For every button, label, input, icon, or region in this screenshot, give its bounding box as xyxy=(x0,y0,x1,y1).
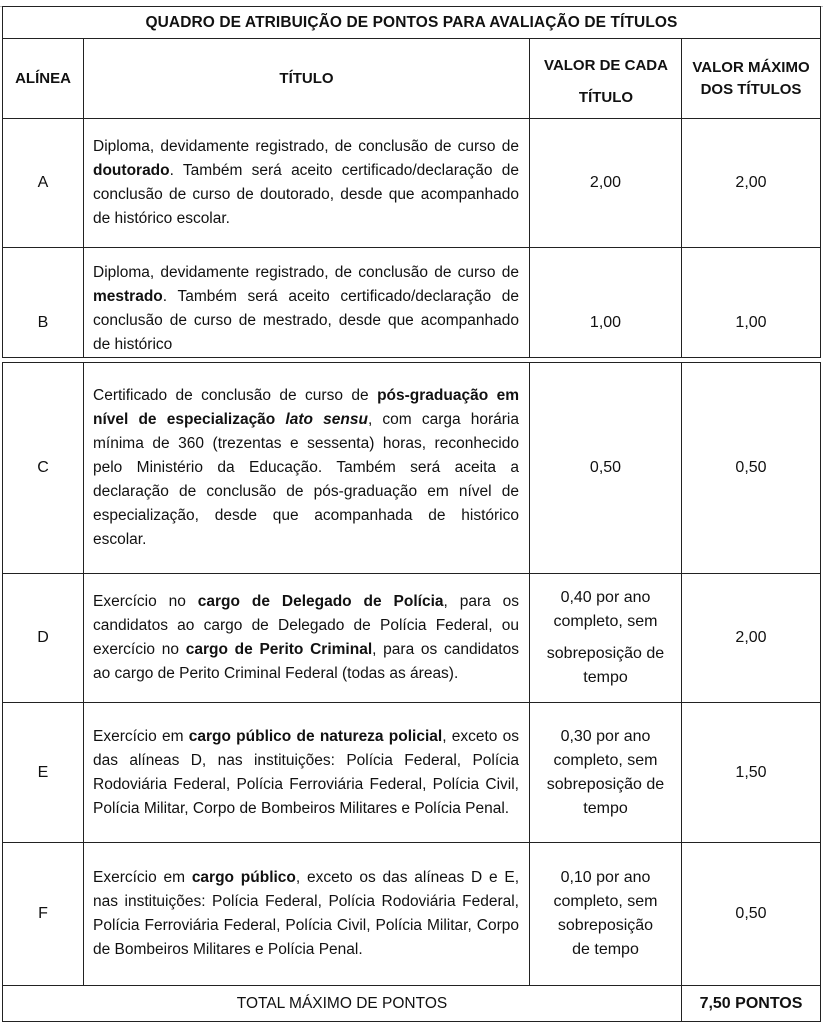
rule-right-lower xyxy=(820,362,821,1022)
row-b-valor-cada: 1,00 xyxy=(589,314,622,331)
row-d-valor-cada xyxy=(530,574,681,702)
row-f-valor-line: sobreposição xyxy=(557,917,654,934)
total-value: 7,50 PONTOS xyxy=(699,994,803,1012)
row-a-letter: A xyxy=(37,174,49,191)
row-e-description: Exercício em cargo público de natureza policial, exceto os das alíneas D, nas instituições: Polícia Federal, Polícia Rodoviária Federal, Polícia Ferroviária Federal, Polícia Civil, Polícia Militar, Corpo de Bombeiros Militares e Polícia Penal. xyxy=(93,727,519,817)
row-f-valor-maximo: 0,50 xyxy=(735,905,767,922)
row-a-description: Diploma, devidamente registrado, de conclusão de curso de doutorado. Também será aceito certificado/declaração de conclusão de curso de doutorado, desde que acompanhado de histórico escolar. xyxy=(93,138,519,227)
points-table xyxy=(2,0,821,1022)
row-c-letter: C xyxy=(37,459,49,476)
row-a-valor-maximo: 2,00 xyxy=(735,174,767,191)
row-e-valor-line: sobreposição de xyxy=(546,775,665,793)
row-c-valor-maximo: 0,50 xyxy=(735,459,767,476)
rule-right-upper xyxy=(820,6,821,358)
row-e-valor-line: completo, sem xyxy=(553,751,658,769)
header-valor-maximo: VALOR MÁXIMO DOS TÍTULOS xyxy=(692,58,810,98)
header-alinea: ALÍNEA xyxy=(15,69,71,87)
row-b-valor-maximo: 1,00 xyxy=(735,314,767,331)
row-d-letter: D xyxy=(37,629,49,646)
rule-bottom xyxy=(2,1021,821,1022)
row-e-valor-maximo: 1,50 xyxy=(735,763,767,781)
total-label: TOTAL MÁXIMO DE PONTOS xyxy=(236,994,448,1012)
row-f-description: Exercício em cargo público, exceto os das alíneas D e E, nas instituições: Polícia Federal, Polícia Rodoviária Federal, Polícia Ferroviária Federal, Polícia Civil, Polícia Militar, Corpo de Bombeiros Militares e Polícia Penal. xyxy=(93,869,520,958)
row-d-valor-maximo: 2,00 xyxy=(735,629,767,646)
row-c-description: Certificado de conclusão de curso de pós-graduação em nível de especialização lato sensu, com carga horária mínima de 360 (trezentas e sessenta) horas, reconhecido pelo Ministério da Educação. Também será aceita a declaração de conclusão de pós-graduação em nível de especialização, desde que acompanhada de histórico escolar. xyxy=(93,387,519,548)
row-d-valor-line: tempo xyxy=(583,669,628,686)
row-d-valor-line: sobreposição de xyxy=(546,645,665,662)
row-f-valor-cada xyxy=(530,843,681,985)
row-e-valor-cada xyxy=(530,703,681,842)
row-e-valor-line: 0,30 por ano xyxy=(560,727,651,745)
row-f-valor-line: de tempo xyxy=(572,941,639,958)
header-titulo: TÍTULO xyxy=(279,69,334,87)
row-f-letter: F xyxy=(38,905,48,922)
row-e-letter: E xyxy=(37,763,49,781)
row-b-description: Diploma, devidamente registrado, de conclusão de curso de mestrado. Também será aceito certificado/declaração de conclusão de curso de mestrado, desde que acompanhado de histórico xyxy=(93,264,519,353)
row-a-valor-cada: 2,00 xyxy=(589,174,622,191)
row-d-description: Exercício no cargo de Delegado de Polícia, para os candidatos ao cargo de Delegado de Polícia Federal, ou exercício no cargo de Perito Criminal, para os candidatos ao cargo de Perito Criminal Federal (todas as áreas). xyxy=(93,593,519,682)
row-d-valor-line: completo, sem xyxy=(553,613,658,630)
row-f-valor-line: 0,10 por ano xyxy=(560,869,651,886)
row-b-letter: B xyxy=(37,314,49,331)
rule-col1-lower xyxy=(83,362,84,986)
header-valor-cada: VALOR DE CADA TÍTULO xyxy=(544,56,668,106)
table-title: QUADRO DE ATRIBUIÇÃO DE PONTOS PARA AVALIAÇÃO DE TÍTULOS xyxy=(145,13,678,31)
row-e-valor-line: tempo xyxy=(583,799,628,817)
row-f-valor-line: completo, sem xyxy=(553,893,658,910)
row-c-valor-cada: 0,50 xyxy=(589,459,622,476)
row-d-valor-line: 0,40 por ano xyxy=(560,589,651,606)
